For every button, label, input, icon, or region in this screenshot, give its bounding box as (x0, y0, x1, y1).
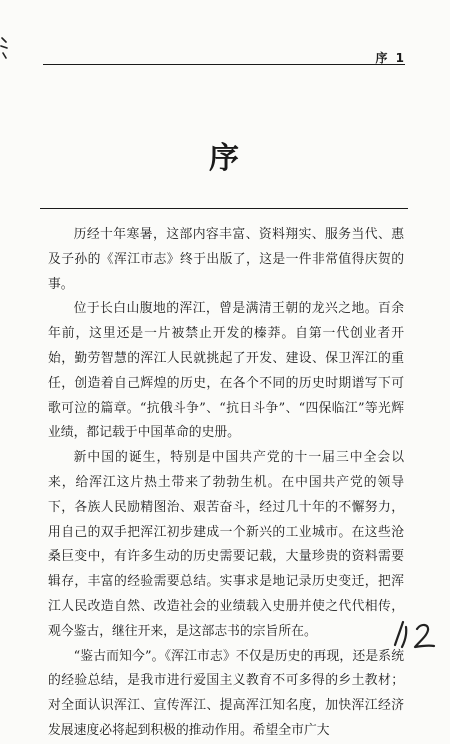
header-rule (43, 64, 405, 65)
scan-edge-mark (0, 36, 10, 60)
paragraph: 历经十年寒暑，这部内容丰富、资料翔实、服务当代、惠及子孙的《浑江市志》终于出版了，这是一件非常值得庆贺的事。 (48, 227, 404, 292)
handwritten-page-number (391, 617, 437, 653)
body-text (48, 223, 404, 744)
paragraph: 新中国的诞生，特别是中国共产党的十一届三中全会以来，给浑江这片热土带来了勃勃生机。在中国共产党的领导下，各族人民励精图治、艰苦奋斗，经过几十年的不懈努力，用自己的双手把浑江初步建成一个新兴的工业城市。在这些沧桑巨变中，有许多生动的历史需要记载，大量珍贵的资料需要辑存，丰富的经验需要总结。实事求是地记录历史变迁，把浑江人民改造自然、改造社会的业绩载入史册并使之代代相传，观今鉴古，继往开来，是这部志书的宗旨所在。 (48, 450, 404, 639)
title-rule (40, 208, 408, 209)
chapter-title: 序 (209, 141, 241, 176)
running-header: 序 1 (375, 51, 406, 65)
paragraph: 位于长白山腹地的浑江，曾是满清王朝的龙兴之地。百余年前，这里还是一片被禁止开发的榛莽。自第一代创业者开始，勤劳智慧的浑江人民就挑起了开发、建设、保卫浑江的重任，创造着自己辉煌的历史，在各个不同的历史时期谱写下可歌可泣的篇章。“抗俄斗争”、“抗日斗争”、“四保临江”等光辉业绩，都记载于中国革命的史册。 (48, 301, 404, 441)
paragraph: “鉴古而知今”。《浑江市志》不仅是历史的再现，还是系统的经验总结，是我市进行爱国主义教育不可多得的乡土教材；对全面认识浑江、宣传浑江、提高浑江知名度，加快浑江经济发展速度必将起到积极的推动作用。希望全市广大 (48, 648, 404, 738)
